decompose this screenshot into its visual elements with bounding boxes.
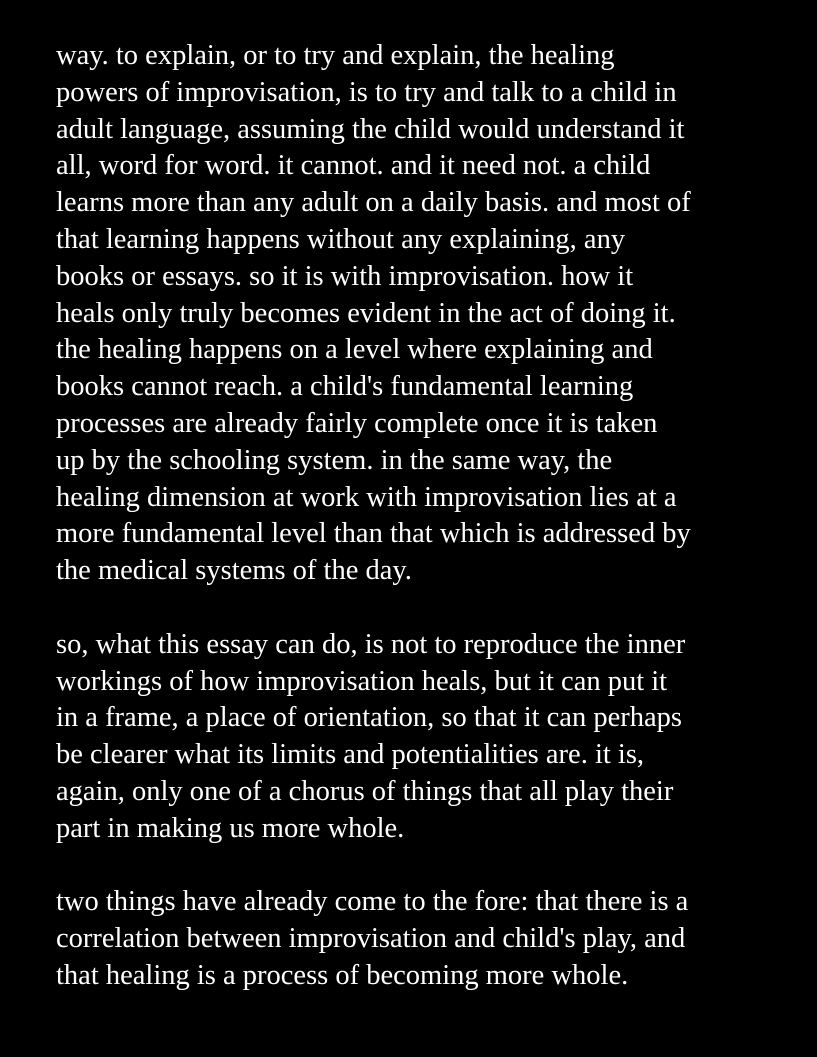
text-line: workings of how improvisation heals, but it can put it (56, 665, 668, 697)
text-line: up by the schooling system. in the same way, the (56, 444, 613, 476)
text-line: learns more than any adult on a daily basis. and most of (56, 187, 691, 219)
text-line: two things have already come to the fore: that there is a (56, 886, 689, 918)
paragraph-3 (56, 884, 786, 994)
text-line: so, what this essay can do, is not to reproduce the inner (56, 628, 686, 660)
text-line: correlation between improvisation and child's play, and (56, 923, 686, 955)
text-line: all, word for word. it cannot. and it need not. a child (56, 150, 651, 182)
paragraph-1 (56, 38, 786, 590)
text-line: books cannot reach. a child's fundamental learning (56, 371, 634, 403)
text-line: again, only one of a chorus of things that all play their (56, 775, 674, 807)
paragraph-2 (56, 627, 786, 848)
text-line: healing dimension at work with improvisation lies at a (56, 481, 677, 513)
text-line: way. to explain, or to try and explain, the healing (56, 40, 615, 71)
text-line: adult language, assuming the child would understand it (56, 113, 685, 145)
text-line: the healing happens on a level where explaining and (56, 334, 653, 366)
text-line: in a frame, a place of orientation, so that it can perhaps (56, 702, 682, 734)
text-line: heals only truly becomes evident in the act of doing it. (56, 297, 676, 329)
text-line: the medical systems of the day. (56, 555, 412, 587)
text-line: books or essays. so it is with improvisation. how it (56, 260, 634, 292)
text-line: that learning happens without any explaining, any (56, 223, 626, 255)
text-line: be clearer what its limits and potentialities are. it is, (56, 739, 645, 771)
text-line: more fundamental level than that which is addressed by (56, 518, 691, 550)
document-page (56, 38, 786, 1032)
text-line: that healing is a process of becoming more whole. (56, 959, 629, 991)
text-line: powers of improvisation, is to try and talk to a child in (56, 76, 677, 108)
text-line: part in making us more whole. (56, 812, 405, 844)
text-line: processes are already fairly complete once it is taken (56, 407, 658, 439)
